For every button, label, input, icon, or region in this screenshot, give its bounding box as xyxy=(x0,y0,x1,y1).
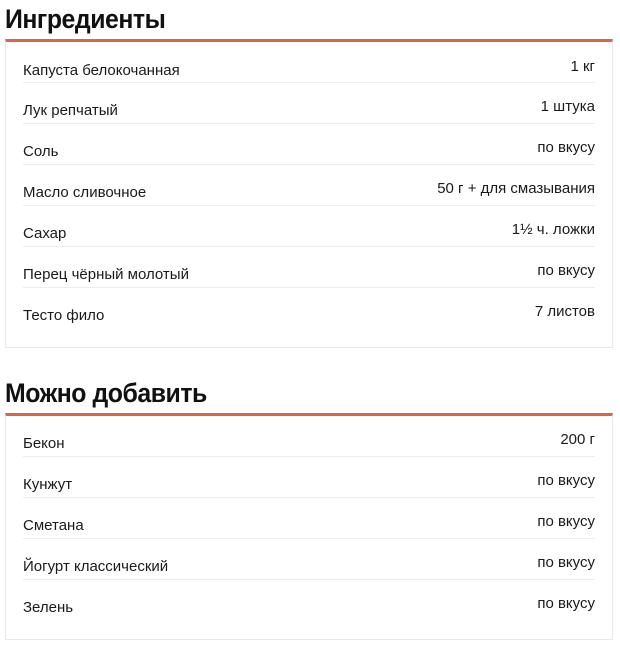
optional-name: Бекон xyxy=(23,435,65,452)
ingredient-row xyxy=(23,83,595,124)
optional-qty: 200 г xyxy=(560,431,595,448)
optional-row xyxy=(23,498,595,539)
optional-row xyxy=(23,457,595,498)
optional-name: Зелень xyxy=(23,599,74,616)
ingredient-name: Сахар xyxy=(23,225,67,242)
ingredients-section xyxy=(5,2,613,348)
ingredient-name: Масло сливочное xyxy=(23,184,147,201)
optional-row xyxy=(23,580,595,621)
optional-qty: по вкусу xyxy=(537,472,595,489)
ingredient-qty: 7 листов xyxy=(534,303,595,320)
optional-row xyxy=(23,539,595,580)
ingredient-qty: 1 кг xyxy=(570,58,595,75)
optional-qty: по вкусу xyxy=(537,595,595,612)
ingredients-card xyxy=(5,39,613,348)
ingredient-name: Лук репчатый xyxy=(23,102,118,119)
ingredient-name: Капуста белокочанная xyxy=(23,62,180,79)
ingredient-name: Соль xyxy=(23,143,59,160)
ingredient-name: Тесто фило xyxy=(23,307,105,324)
ingredient-row xyxy=(23,288,595,329)
ingredient-name: Перец чёрный молотый xyxy=(23,266,189,283)
ingredient-row xyxy=(23,247,595,288)
optional-name: Сметана xyxy=(23,517,84,534)
ingredient-row xyxy=(23,165,595,206)
optional-name: Кунжут xyxy=(23,476,73,493)
optional-title: Можно добавить xyxy=(5,378,207,408)
optional-section xyxy=(5,376,613,640)
ingredient-qty: 1 штука xyxy=(540,98,595,115)
optional-card xyxy=(5,413,613,640)
optional-qty: по вкусу xyxy=(537,513,595,530)
ingredient-qty: по вкусу xyxy=(537,262,595,279)
optional-row xyxy=(23,416,595,457)
ingredient-qty: 1½ ч. ложки xyxy=(511,221,595,238)
ingredient-row xyxy=(23,206,595,247)
ingredients-title: Ингредиенты xyxy=(5,4,166,34)
ingredient-qty: 50 г + для смазывания xyxy=(437,180,595,197)
ingredient-qty: по вкусу xyxy=(537,139,595,156)
ingredient-row xyxy=(23,42,595,83)
ingredient-row xyxy=(23,124,595,165)
optional-name: Йогурт классический xyxy=(23,558,169,575)
optional-qty: по вкусу xyxy=(537,554,595,571)
